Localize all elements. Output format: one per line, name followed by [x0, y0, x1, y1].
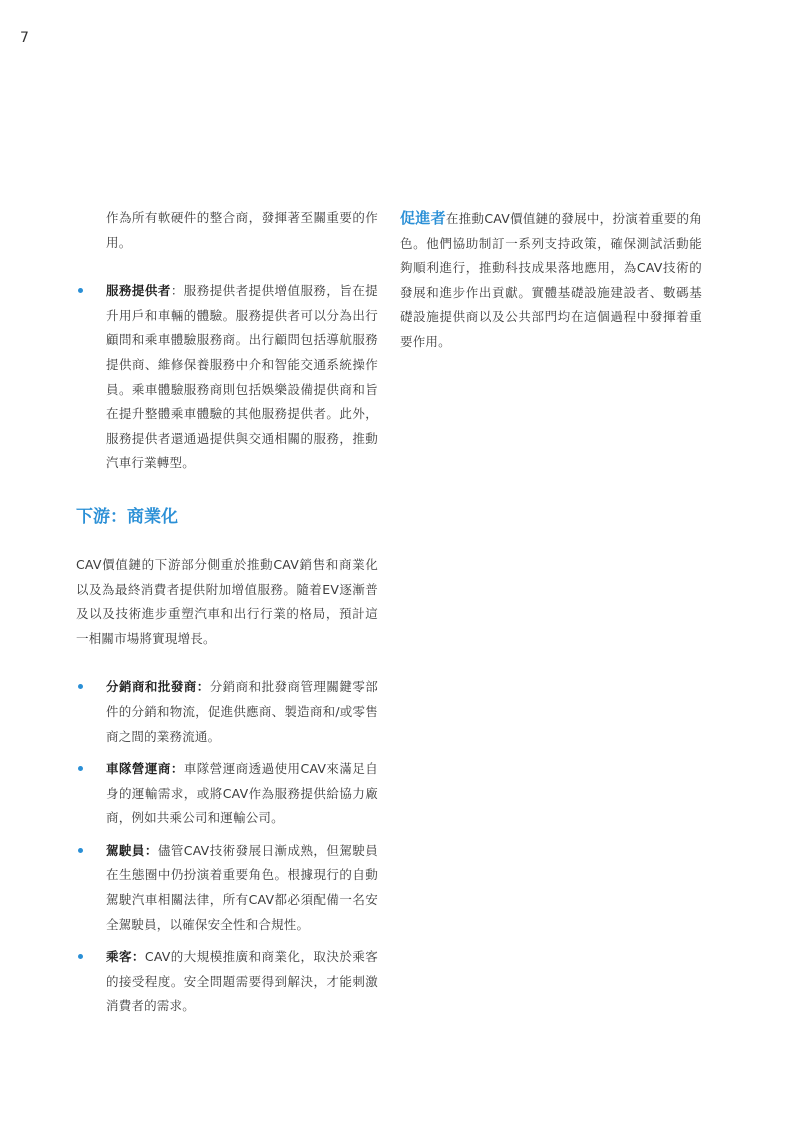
- term-promoter: 促進者: [400, 209, 446, 227]
- right-column: [400, 206, 702, 355]
- term-distributors: 分銷商和批發商：: [106, 679, 210, 695]
- text-fleet-operators: 車隊營運商透過使用CAV來滿足自身的運輸需求，或將CAV作為服務提供給協力廠商，例如共乘公司和運輸公司。: [106, 761, 379, 826]
- bullet-passengers: [76, 945, 378, 1019]
- bullet-distributors: [76, 675, 378, 749]
- text-passengers: CAV的大規模推廣和商業化，取決於乘客的接受程度。安全問題需要得到解決，才能刺激消費者的需求。: [106, 949, 378, 1014]
- promoter-paragraph: [400, 206, 702, 355]
- text-service-provider: ：服務提供者提供增值服務，旨在提升用戶和車輛的體驗。服務提供者可以分為出行顧問和乘車體驗服務商。出行顧問包括導航服務提供商、維修保養服務中介和智能交通系統操作員。乘車體驗服務商則包括娛樂設備提供商和旨在提升整體乘車體驗的其他服務提供者。此外，服務提供者還通過提供與交通相關的服務，推動汽車行業轉型。: [106, 283, 378, 471]
- left-column: [76, 206, 378, 1019]
- bullet-dot-icon: [78, 848, 83, 853]
- term-drivers: 駕駛員：: [106, 842, 158, 858]
- term-service-provider: 服務提供者: [106, 283, 171, 299]
- bullet-drivers: [76, 839, 378, 937]
- bullet-service-provider: [76, 279, 378, 476]
- intro-paragraph: 作為所有軟硬件的整合商，發揮著至關重要的作用。: [106, 210, 378, 250]
- page-number: 7: [20, 30, 29, 46]
- bullet-fleet-operators: [76, 757, 378, 831]
- text-distributors: 分銷商和批發商管理關鍵零部件的分銷和物流，促進供應商、製造商和/或零售商之間的業務流通。: [106, 679, 378, 744]
- downstream-intro-paragraph: CAV價值鏈的下游部分側重於推動CAV銷售和商業化以及為最終消費者提供附加增值服務。隨着EV逐漸普及以及技術進步重塑汽車和出行行業的格局，預計這一相關市場將實現增長。: [76, 556, 378, 646]
- bullet-dot-icon: [78, 684, 83, 689]
- bullet-dot-icon: [78, 954, 83, 959]
- bullet-dot-icon: [78, 766, 83, 771]
- term-fleet-operators: 車隊營運商：: [106, 761, 184, 777]
- text-drivers: 儘管CAV技術發展日漸成熟，但駕駛員在生態圈中仍扮演着重要角色。根據現行的自動駕駛汽車相關法律，所有CAV都必須配備一名安全駕駛員，以確保安全性和合規性。: [106, 842, 378, 932]
- bullet-dot-icon: [78, 288, 83, 293]
- section-heading-downstream: 下游：商業化: [76, 506, 178, 527]
- text-promoter: 在推動CAV價值鏈的發展中，扮演着重要的角色。他們協助制訂一系列支持政策，確保測試活動能夠順利進行，推動科技成果落地應用，為CAV技術的發展和進步作出貢獻。實體基礎設施建設者、數碼基礎設施提供商以及公共部門均在這個過程中發揮着重要作用。: [400, 211, 703, 349]
- term-passengers: 乘客：: [106, 949, 145, 965]
